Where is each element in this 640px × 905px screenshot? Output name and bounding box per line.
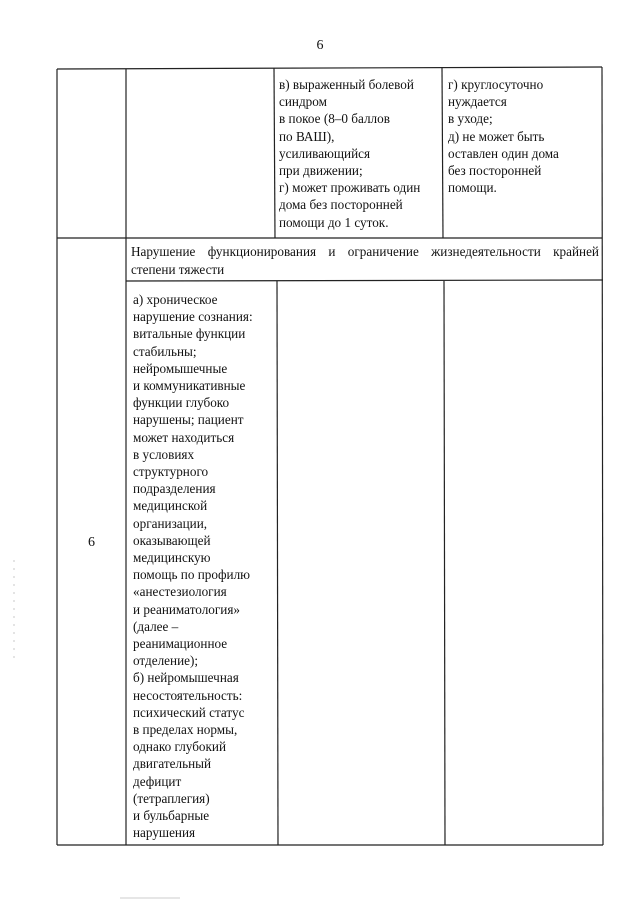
col-separator-3-prev xyxy=(442,68,443,238)
row-number: 6 xyxy=(88,535,95,550)
table-top-border xyxy=(57,67,602,69)
col-separator-3 xyxy=(444,281,445,845)
row6-col2: а) хроническое нарушение сознания: витальные функции стабильны; нейромышечные и коммуникативные функции глубоко нарушены; пациент может находиться в условиях структурного подразделения медицинской организации, оказывающей медицинскую помощь по профилю «анестезиология и реаниматология» (далее – реанимационное отделение); б) нейромышечная несостоятельность: психический статус в пределах нормы, однако глубокий двигательный дефицит (тетраплегия) и бульбарные нарушения xyxy=(133,292,253,841)
col-separator-2-prev xyxy=(274,68,275,238)
prev-row-col3: в) выраженный болевой синдром в покое (8–0 баллов по ВАШ), усиливающийся при движении; г) может проживать один дома без посторонней помощи до 1 суток. xyxy=(279,77,421,230)
col-separator-2 xyxy=(277,281,278,845)
prev-row-col4: г) круглосуточно нуждается в уходе; д) не может быть оставлен один дома без посторонней помощи. xyxy=(448,77,559,196)
page-number: 6 xyxy=(316,38,324,53)
header-divider xyxy=(126,280,603,281)
row-header: Нарушение функционирования и ограничение жизнедеятельности крайней степени тяжести xyxy=(131,244,599,277)
table-right-border xyxy=(602,67,603,845)
